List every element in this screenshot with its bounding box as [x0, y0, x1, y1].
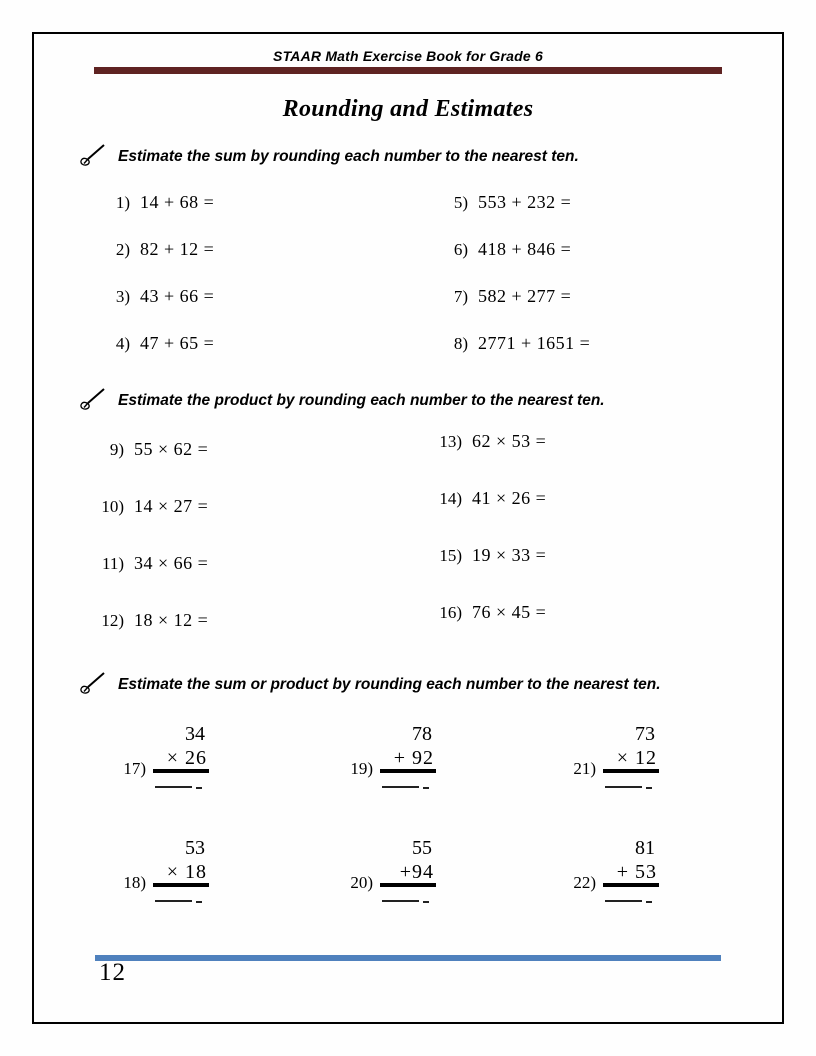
problem-expression: 19 × 33 =: [472, 545, 547, 565]
running-header: STAAR Math Exercise Book for Grade 6: [273, 48, 543, 64]
problem-number: 18): [123, 873, 146, 892]
problem-number: 8): [453, 334, 468, 353]
page-title: Rounding and Estimates: [282, 96, 534, 122]
problem-number: 22): [573, 873, 596, 892]
problem-row: [98, 552, 208, 576]
problem-expression: 418 + 846 =: [478, 239, 572, 259]
problem-row: [442, 285, 590, 309]
problem-expression: 14 + 68 =: [140, 192, 215, 212]
answer-line: [153, 786, 209, 789]
operand-top: 53: [185, 837, 205, 859]
problem-expression: 34 × 66 =: [134, 553, 209, 573]
writing-hand-icon: [78, 144, 106, 168]
problem-expression: 55 × 62 =: [134, 439, 209, 459]
operand-bottom: +94: [380, 860, 436, 887]
problem-expression: 14 × 27 =: [134, 496, 209, 516]
problem-number: 19): [350, 759, 373, 778]
vertical-stack: [603, 722, 659, 789]
problem-expression: 553 + 232 =: [478, 192, 572, 212]
section-1-column-right: [442, 191, 590, 379]
vertical-stack: [380, 836, 436, 903]
problem-number: 21): [573, 759, 596, 778]
vertical-problem-19: [339, 722, 436, 789]
problem-number: 2): [115, 240, 130, 259]
problem-expression: 62 × 53 =: [472, 431, 547, 451]
problem-number: 20): [350, 873, 373, 892]
answer-line: [380, 786, 436, 789]
problem-number: 9): [109, 440, 124, 459]
problem-row: [436, 487, 546, 511]
problem-row: [104, 332, 214, 356]
operand-top: 73: [635, 723, 655, 745]
answer-line: [603, 786, 659, 789]
writing-hand-icon: [78, 672, 106, 696]
problem-row: [442, 238, 590, 262]
instruction-text: Estimate the sum by rounding each number to the nearest ten.: [118, 148, 579, 165]
problem-expression: 2771 + 1651 =: [478, 333, 591, 353]
instruction-text: Estimate the sum or product by rounding each number to the nearest ten.: [118, 676, 661, 693]
problem-expression: 82 + 12 =: [140, 239, 215, 259]
problem-number: 1): [115, 193, 130, 212]
problem-number: 5): [453, 193, 468, 212]
problem-row: [442, 191, 590, 215]
problem-number: 17): [123, 759, 146, 778]
problem-row: [98, 438, 208, 462]
vertical-stack: [380, 722, 436, 789]
problem-expression: 47 + 65 =: [140, 333, 215, 353]
problem-number: 7): [453, 287, 468, 306]
operand-top: 78: [412, 723, 432, 745]
answer-line: [153, 900, 209, 903]
problem-row: [104, 191, 214, 215]
section-2-column-left: [98, 438, 208, 666]
vertical-stack: [603, 836, 659, 903]
section-1-column-left: [104, 191, 214, 379]
vertical-problem-22: [562, 836, 659, 903]
header-rule: [94, 67, 722, 74]
operand-bottom: × 12: [603, 746, 659, 773]
section-2-column-right: [436, 430, 546, 658]
writing-hand-icon: [78, 388, 106, 412]
page-number: 12: [99, 959, 126, 986]
vertical-problem-21: [562, 722, 659, 789]
operand-top: 34: [185, 723, 205, 745]
footer-rule: [95, 955, 721, 961]
section-3-instruction: [78, 675, 661, 696]
problem-row: [104, 238, 214, 262]
problem-number: 3): [115, 287, 130, 306]
vertical-problem-17: [112, 722, 209, 789]
section-2-instruction: [78, 391, 605, 412]
operand-bottom: + 92: [380, 746, 436, 773]
operand-top: 55: [412, 837, 432, 859]
problem-row: [436, 601, 546, 625]
operand-bottom: × 26: [153, 746, 209, 773]
problem-expression: 41 × 26 =: [472, 488, 547, 508]
problem-row: [436, 544, 546, 568]
problem-expression: 76 × 45 =: [472, 602, 547, 622]
problem-number: 6): [453, 240, 468, 259]
problem-number: 10): [101, 497, 124, 516]
operand-bottom: × 18: [153, 860, 209, 887]
answer-line: [603, 900, 659, 903]
problem-number: 12): [101, 611, 124, 630]
problem-row: [98, 609, 208, 633]
answer-line: [380, 900, 436, 903]
problem-expression: 43 + 66 =: [140, 286, 215, 306]
problem-number: 4): [115, 334, 130, 353]
vertical-stack: [153, 836, 209, 903]
problem-number: 16): [439, 603, 462, 622]
problem-row: [442, 332, 590, 356]
problem-number: 13): [439, 432, 462, 451]
problem-row: [104, 285, 214, 309]
operand-top: 81: [635, 837, 655, 859]
problem-number: 11): [101, 554, 124, 573]
problem-row: [436, 430, 546, 454]
operand-bottom: + 53: [603, 860, 659, 887]
problem-expression: 582 + 277 =: [478, 286, 572, 306]
problem-expression: 18 × 12 =: [134, 610, 209, 630]
vertical-stack: [153, 722, 209, 789]
problem-row: [98, 495, 208, 519]
section-1-instruction: [78, 147, 579, 168]
problem-number: 14): [439, 489, 462, 508]
problem-number: 15): [439, 546, 462, 565]
vertical-problem-20: [339, 836, 436, 903]
instruction-text: Estimate the product by rounding each number to the nearest ten.: [118, 392, 605, 409]
vertical-problem-18: [112, 836, 209, 903]
